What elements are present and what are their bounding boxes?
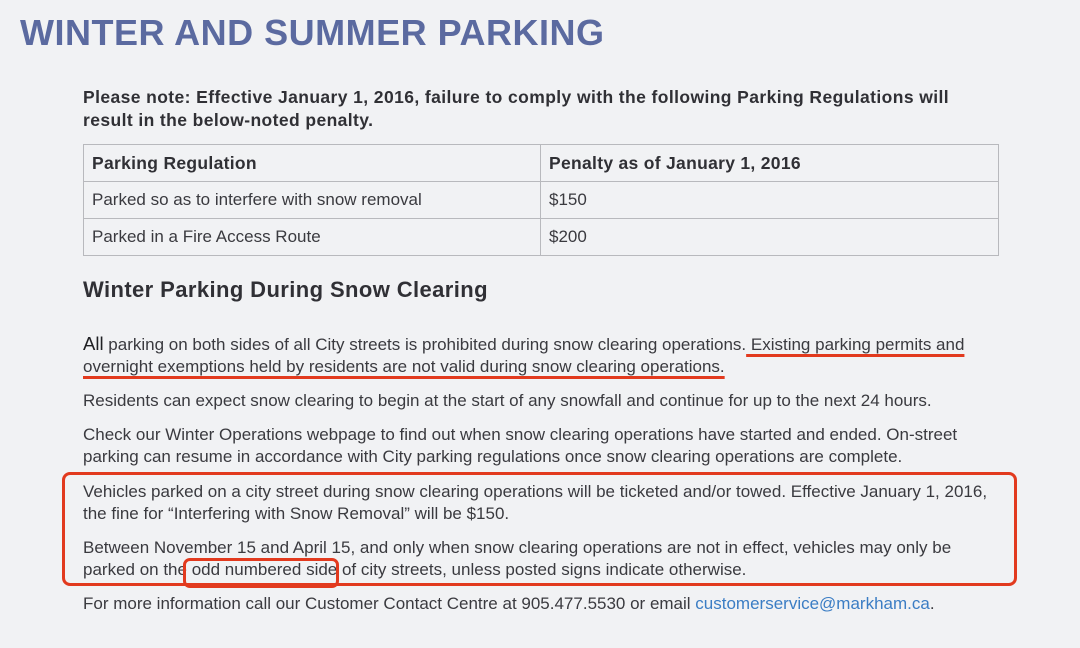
email-link[interactable]: customerservice@markham.ca	[695, 594, 930, 613]
column-header-regulation: Parking Regulation	[84, 145, 541, 182]
page-title: WINTER AND SUMMER PARKING	[20, 12, 605, 53]
paragraph-prohibition	[83, 333, 1003, 378]
penalty-table	[83, 144, 999, 256]
paragraph-text: of city streets, unless posted signs indicate otherwise.	[337, 560, 747, 579]
paragraph-text: For more information call our Customer Contact Centre at 905.477.5530 or email	[83, 594, 696, 613]
paragraph-snow-clearing-time: Residents can expect snow clearing to begin at the start of any snowfall and continue for up to the next 24 hours.	[83, 391, 932, 410]
table-cell-regulation: Parked in a Fire Access Route	[84, 219, 541, 256]
table-cell-penalty: $150	[541, 182, 999, 219]
paragraph-contact	[83, 593, 1003, 615]
paragraph-winter-operations: Check our Winter Operations webpage to find out when snow clearing operations have started and ended. On-street parking can resume in accordance with City parking regulations once snow clearing operations are complete.	[83, 425, 958, 466]
paragraph-text: .	[929, 594, 935, 613]
table-cell-penalty: $200	[541, 219, 999, 256]
column-header-penalty: Penalty as of January 1, 2016	[541, 145, 999, 182]
paragraph-lead-word: All	[83, 333, 104, 354]
paragraph-text: parking on both sides of all City streets is prohibited during snow clearing operations.	[103, 335, 747, 354]
table-cell-regulation: Parked so as to interfere with snow removal	[84, 182, 541, 219]
penalty-notice: Please note: Effective January 1, 2016, failure to comply with the following Parking Regulations will result in the below-noted penalty.	[83, 87, 950, 130]
table-row	[84, 219, 999, 256]
table-row	[84, 182, 999, 219]
section-heading: Winter Parking During Snow Clearing	[83, 277, 488, 302]
table-header-row	[84, 145, 999, 182]
paragraph-text: Between November 15 and April 15, and only when snow clearing operations are not in effect, vehicles may only be parked on the	[83, 538, 952, 579]
underlined-annotation-text: Existing parking permits and overnight exemptions held by residents are not valid during snow clearing operations.	[83, 335, 965, 376]
paragraph-ticketing: Vehicles parked on a city street during snow clearing operations will be ticketed and/or towed. Effective January 1, 2016, the fine for “Interfering with Snow Removal” will be $150.	[83, 482, 988, 523]
highlighted-phrase: odd numbered side	[191, 560, 338, 579]
annotation-word-box	[183, 558, 339, 588]
